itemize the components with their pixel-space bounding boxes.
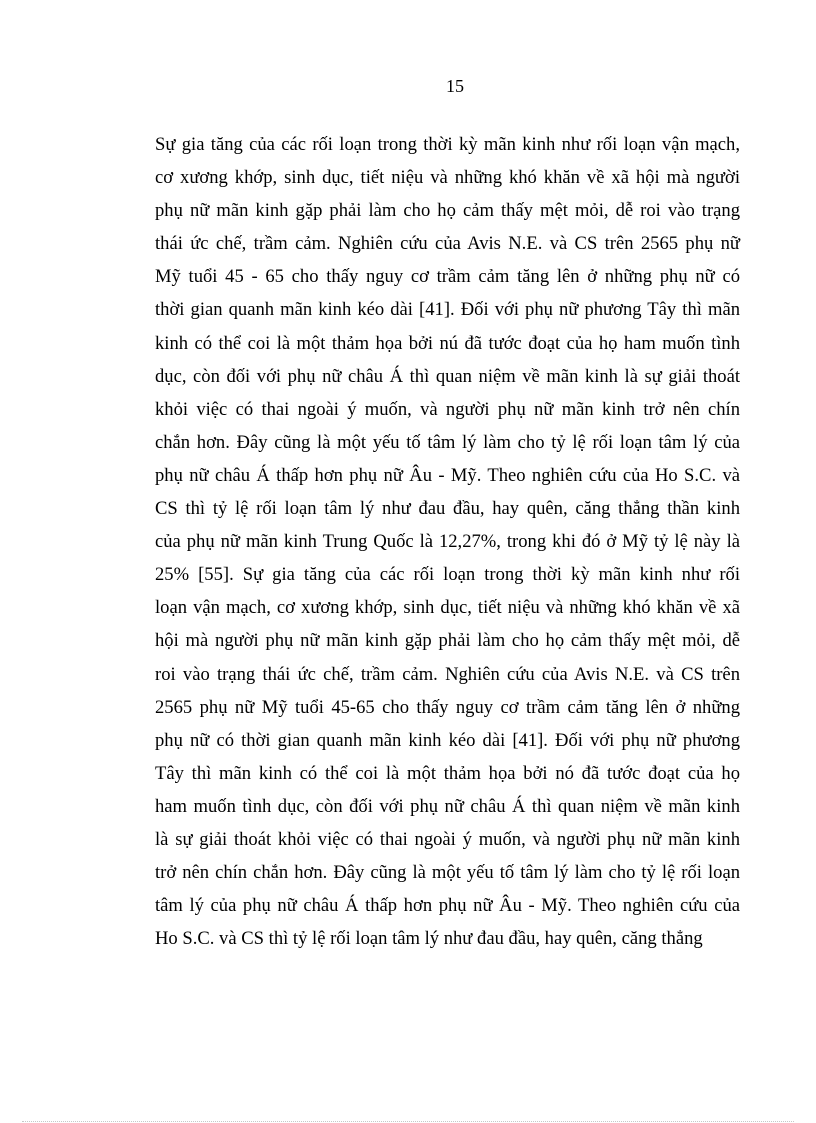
text-line: thái ức chế, trầm cảm. Nghiên cứu của Avis N.E. và CS trên 2565 phụ nữ — [155, 233, 740, 255]
page-bottom-rule — [22, 1121, 794, 1122]
text-line: phụ nữ có thời gian quanh mãn kinh kéo dài [41]. Đối với phụ nữ phương — [155, 729, 740, 751]
text-line: ham muốn tình dục, còn đối với phụ nữ châu Á thì quan niệm về mãn kinh — [155, 795, 740, 817]
body-text — [155, 128, 740, 955]
text-line: dục, còn đối với phụ nữ châu Á thì quan niệm về mãn kinh là sự giải thoát — [155, 365, 740, 387]
text-line: CS thì tỷ lệ rối loạn tâm lý như đau đầu, hay quên, căng thẳng thần kinh — [155, 498, 740, 520]
text-line: loạn vận mạch, cơ xương khớp, sinh dục, tiết niệu và những khó khăn về xã — [155, 597, 740, 619]
text-line: hội mà người phụ nữ mãn kinh gặp phải làm cho họ cảm thấy mệt mỏi, dễ — [155, 630, 740, 652]
text-line: là sự giải thoát khỏi việc có thai ngoài ý muốn, và người phụ nữ mãn kinh — [155, 828, 740, 850]
text-line: 2565 phụ nữ Mỹ tuổi 45-65 cho thấy nguy cơ trầm cảm tăng lên ở những — [155, 696, 740, 718]
text-line: của phụ nữ mãn kinh Trung Quốc là 12,27%, trong khi đó ở Mỹ tỷ lệ này là — [155, 531, 740, 553]
text-line: tâm lý của phụ nữ châu Á thấp hơn phụ nữ Âu - Mỹ. Theo nghiên cứu của — [155, 895, 740, 917]
text-line: Tây thì mãn kinh có thể coi là một thảm họa bởi nó đã tước đoạt của họ — [155, 762, 740, 784]
text-line: phụ nữ mãn kinh gặp phải làm cho họ cảm thấy mệt mỏi, dễ roi vào trạng — [155, 200, 740, 222]
text-line: phụ nữ châu Á thấp hơn phụ nữ Âu - Mỹ. Theo nghiên cứu của Ho S.C. và — [155, 464, 740, 486]
text-line: Ho S.C. và CS thì tỷ lệ rối loạn tâm lý như đau đầu, hay quên, căng thẳng — [155, 928, 703, 950]
text-line: cơ xương khớp, sinh dục, tiết niệu và những khó khăn về xã hội mà người — [155, 167, 740, 189]
text-line: Mỹ tuổi 45 - 65 cho thấy nguy cơ trầm cảm tăng lên ở những phụ nữ có — [155, 266, 740, 288]
text-line: roi vào trạng thái ức chế, trầm cảm. Nghiên cứu của Avis N.E. và CS trên — [155, 663, 740, 685]
text-line: trở nên chín chắn hơn. Đây cũng là một yếu tố tâm lý làm cho tỷ lệ rối loạn — [155, 862, 740, 884]
text-line: 25% [55]. Sự gia tăng của các rối loạn trong thời kỳ mãn kinh như rối — [155, 564, 740, 586]
text-line: khỏi việc có thai ngoài ý muốn, và người phụ nữ mãn kinh trở nên chín — [155, 398, 740, 420]
text-line: Sự gia tăng của các rối loạn trong thời kỳ mãn kinh như rối loạn vận mạch, — [155, 134, 740, 155]
page-number: 15 — [446, 76, 464, 96]
text-line: kinh có thể coi là một thảm họa bởi nú đã tước đoạt của họ ham muốn tình — [155, 332, 740, 354]
text-line: thời gian quanh mãn kinh kéo dài [41]. Đối với phụ nữ phương Tây thì mãn — [155, 299, 740, 321]
text-line: chắn hơn. Đây cũng là một yếu tố tâm lý làm cho tỷ lệ rối loạn tâm lý của — [155, 431, 740, 453]
